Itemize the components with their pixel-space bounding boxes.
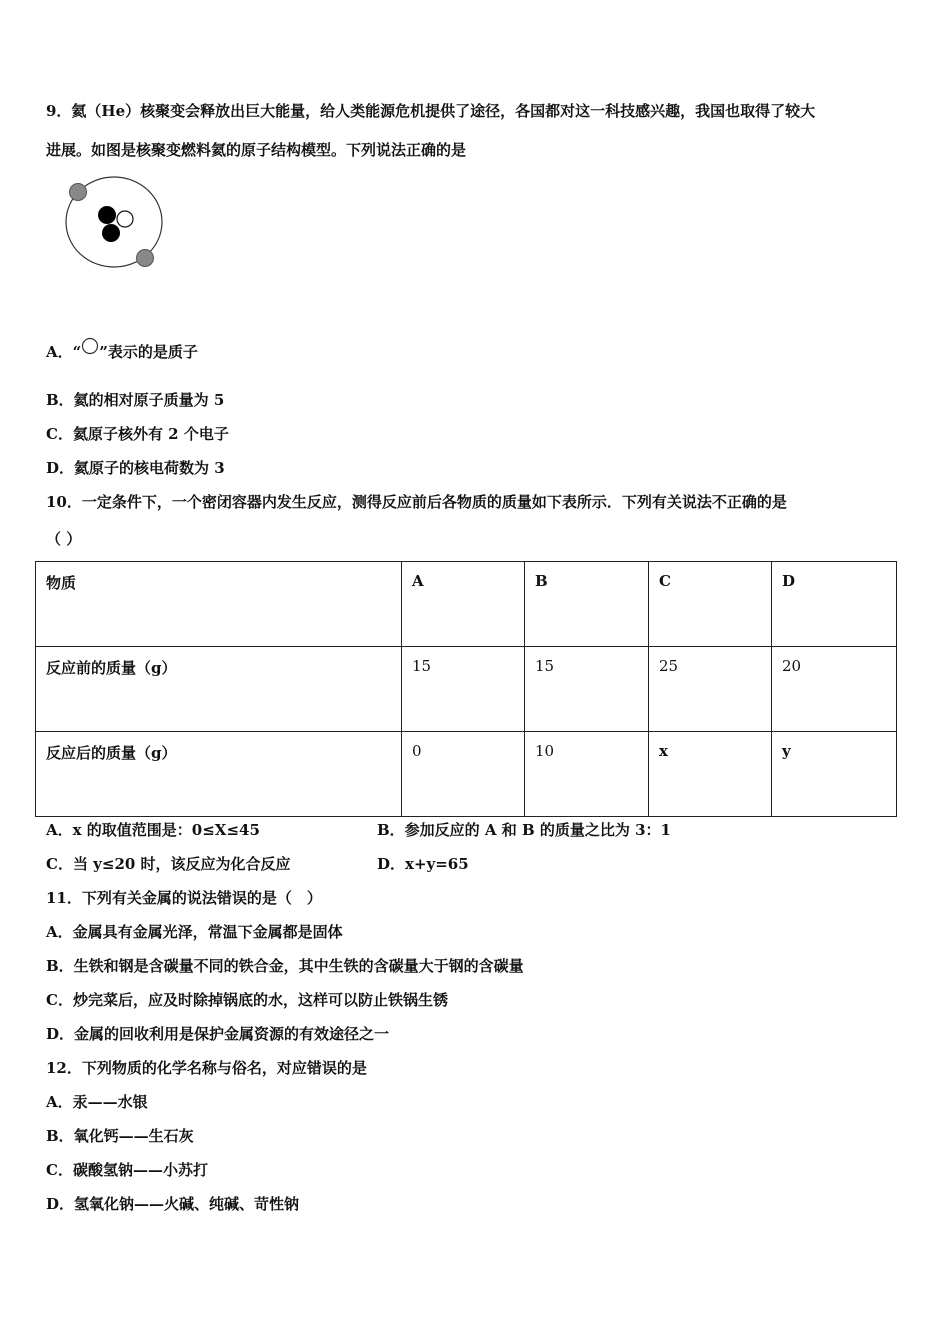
q10-option-a[interactable]: A．x 的取值范围是：0≤X≤45 <box>46 821 260 839</box>
q9-option-a[interactable] <box>46 342 198 363</box>
table-cell: 25 <box>649 647 772 732</box>
q12-option-d[interactable]: D．氢氧化钠——火碱、纯碱、苛性钠 <box>46 1195 300 1213</box>
q9-option-a-suffix: ”表示的是质子 <box>99 343 198 361</box>
q9-option-b[interactable]: B．氦的相对原子质量为 5 <box>46 391 225 409</box>
table-cell: 反应前的质量（g） <box>36 647 402 732</box>
table-cell: 反应后的质量（g） <box>36 732 402 817</box>
proton-circle <box>102 224 120 242</box>
table-row <box>36 647 897 732</box>
table-cell: 10 <box>525 732 649 817</box>
table-header-cell: A <box>402 562 525 647</box>
q12-option-b[interactable]: B．氧化钙——生石灰 <box>46 1127 194 1145</box>
q11-option-a[interactable]: A．金属具有金属光泽，常温下金属都是固体 <box>46 923 343 941</box>
table-header-cell: B <box>525 562 649 647</box>
q9-option-d[interactable]: D．氦原子的核电荷数为 3 <box>46 459 225 477</box>
table-row <box>36 732 897 817</box>
electron-circle <box>137 250 154 267</box>
q11-option-c[interactable]: C．炒完菜后，应及时除掉锅底的水，这样可以防止铁锅生锈 <box>46 991 448 1009</box>
neutron-icon <box>81 337 99 355</box>
helium-atom-model-figure <box>58 174 168 274</box>
q10-option-d[interactable]: D．x+y=65 <box>377 855 469 873</box>
q12-option-a[interactable]: A．汞——水银 <box>46 1093 148 1111</box>
q12-option-c[interactable]: C．碳酸氢钠——小苏打 <box>46 1161 208 1179</box>
table-cell: 15 <box>525 647 649 732</box>
q10-option-c[interactable]: C．当 y≤20 时，该反应为化合反应 <box>46 855 291 873</box>
q11-option-d[interactable]: D．金属的回收利用是保护金属资源的有效途径之一 <box>46 1025 390 1043</box>
proton-circle <box>98 206 116 224</box>
table-cell: y <box>772 732 897 817</box>
table-header-row <box>36 562 897 647</box>
q11-option-b[interactable]: B．生铁和钢是含碳量不同的铁合金，其中生铁的含碳量大于钢的含碳量 <box>46 957 524 975</box>
mass-table <box>35 561 897 817</box>
table-header-cell: D <box>772 562 897 647</box>
table-cell: 20 <box>772 647 897 732</box>
q9-option-a-prefix: A．“ <box>46 343 82 361</box>
table-header-cell: C <box>649 562 772 647</box>
q9-stem-line2: 进展。如图是核聚变燃料氦的原子结构模型。下列说法正确的是 <box>46 141 467 159</box>
q10-option-b[interactable]: B．参加反应的 A 和 B 的质量之比为 3：1 <box>377 821 671 839</box>
neutron-circle <box>117 211 133 227</box>
q9-stem-line1: 9．氦（He）核聚变会释放出巨大能量，给人类能源危机提供了途径，各国都对这一科技感兴趣，我国也取得了较大 <box>46 102 816 120</box>
electron-circle <box>70 184 87 201</box>
q10-stem-line1: 10．一定条件下，一个密闭容器内发生反应，测得反应前后各物质的质量如下表所示．下列有关说法不正确的是 <box>46 493 787 511</box>
q10-stem-line2: （ ） <box>46 530 82 548</box>
table-cell: x <box>649 732 772 817</box>
q9-option-c[interactable]: C．氦原子核外有 2 个电子 <box>46 425 229 443</box>
q11-stem: 11．下列有关金属的说法错误的是（ ） <box>46 889 322 907</box>
table-header-cell: 物质 <box>36 562 402 647</box>
q12-stem: 12．下列物质的化学名称与俗名，对应错误的是 <box>46 1059 367 1077</box>
table-cell: 15 <box>402 647 525 732</box>
table-cell: 0 <box>402 732 525 817</box>
